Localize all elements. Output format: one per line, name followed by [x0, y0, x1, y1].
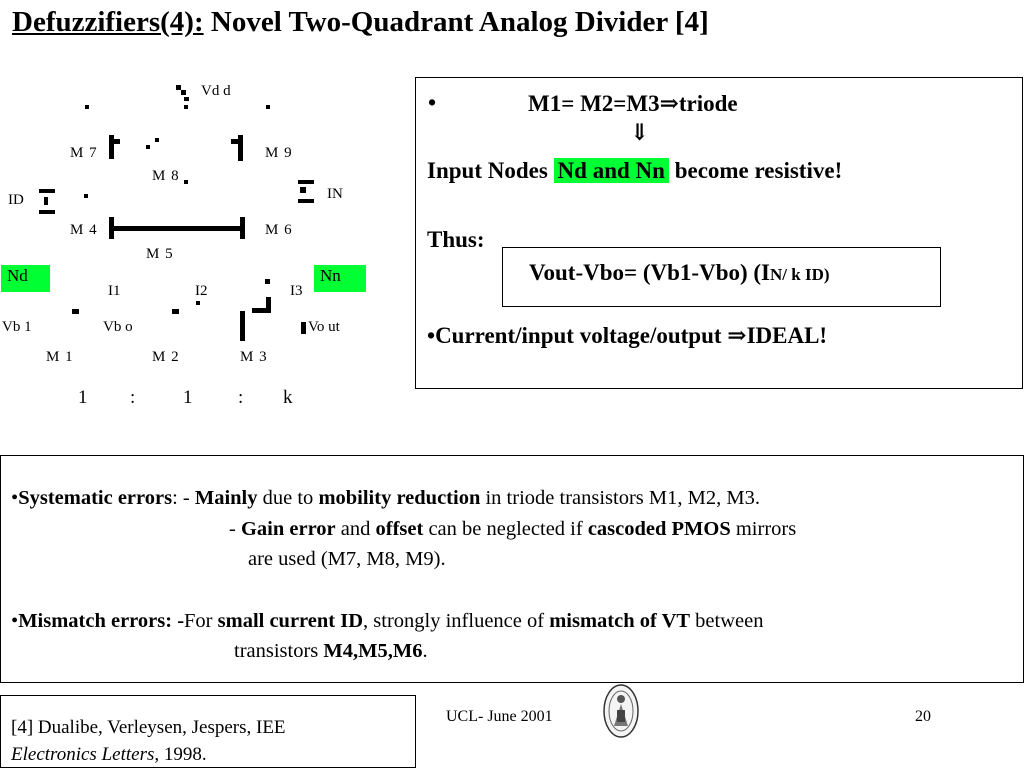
label-m7: M 7 — [70, 145, 98, 161]
label-vout: Vo ut — [308, 319, 340, 335]
circuit-mark — [266, 297, 271, 313]
footer-institution: UCL- June 2001 — [446, 708, 553, 725]
circuit-mark — [184, 105, 188, 109]
arrow-right-icon: ⇒ — [727, 323, 747, 348]
in-source-mark — [298, 180, 314, 184]
label-i2: I2 — [195, 283, 208, 299]
node-nd: Nd — [1, 265, 50, 292]
label-vdd: Vd d — [201, 83, 231, 99]
label-vb1: Vb 1 — [2, 319, 32, 335]
circuit-mark — [196, 301, 200, 305]
circuit-mark — [84, 194, 88, 198]
label-in: IN — [327, 186, 343, 202]
label-m8: M 8 — [152, 168, 180, 184]
id-source-mark — [39, 189, 55, 193]
reference-line2: Electronics Letters, 1998. — [11, 744, 207, 765]
circuit-diagram — [0, 75, 400, 415]
gain-error-line: - Gain error and offset can be neglected if cascoded PMOS mirrors — [229, 518, 797, 540]
ratio-1a: 1 — [78, 387, 88, 408]
circuit-mark — [301, 322, 306, 334]
circuit-mark — [85, 105, 89, 109]
title-rest: Novel Two-Quadrant Analog Divider [4] — [203, 6, 709, 38]
circuit-mark — [231, 139, 238, 144]
systematic-errors-line: •Systematic errors: - Mainly due to mobility reduction in triode transistors M1, M2, M3. — [11, 487, 760, 509]
title-prefix: Defuzzifiers(4): — [12, 6, 204, 38]
reference-line1: [4] Dualibe, Verleysen, Jespers, IEE — [11, 717, 286, 738]
node-nn: Nn — [314, 265, 366, 292]
thus-label: Thus: — [427, 227, 485, 252]
id-source-mark — [39, 210, 55, 214]
circuit-mark — [146, 145, 150, 149]
circuit-mark — [184, 97, 189, 101]
input-nodes-line: Input Nodes Nd and Nn become resistive! — [427, 158, 843, 183]
bullet1-text: M1= M2=M3⇒triode — [528, 91, 738, 116]
label-m3: M 3 — [240, 349, 268, 365]
m1-gate — [72, 309, 79, 314]
label-i1: I1 — [108, 283, 121, 299]
id-source-mark — [44, 197, 48, 205]
m4-m6-gate-line — [114, 226, 240, 231]
in-source-mark — [298, 199, 314, 203]
m9-gate — [238, 135, 243, 161]
ratio-colon-a: : — [130, 387, 136, 408]
circuit-mark — [155, 138, 159, 142]
input-nodes-highlight: Nd and Nn — [554, 158, 669, 183]
label-m6: M 6 — [265, 222, 293, 238]
page-number: 20 — [915, 708, 931, 725]
transistors-line: transistors M4,M5,M6. — [234, 640, 428, 662]
ratio-1b: 1 — [183, 387, 193, 408]
cascode-line: are used (M7, M8, M9). — [248, 548, 446, 570]
arrow-right-icon: ⇒ — [659, 91, 679, 116]
label-m4: M 4 — [70, 222, 98, 238]
slide-title — [12, 6, 709, 39]
triode-summary-box — [415, 77, 1023, 389]
label-i3: I3 — [290, 283, 303, 299]
label-vbo: Vb o — [103, 319, 133, 335]
bullet-dot: • — [428, 90, 437, 115]
mismatch-errors-line: •Mismatch errors: -For small current ID, strongly influence of mismatch of VT between — [11, 610, 764, 632]
circuit-mark — [114, 139, 120, 144]
ucl-seal-icon — [600, 682, 642, 740]
reference-box — [0, 695, 416, 768]
circuit-mark — [184, 180, 188, 184]
label-m1: M 1 — [46, 349, 74, 365]
circuit-mark — [181, 90, 186, 95]
ratio-colon-b: : — [238, 387, 244, 408]
errors-box — [0, 455, 1024, 683]
label-id: ID — [8, 192, 24, 208]
label-m9: M 9 — [265, 145, 293, 161]
m3-gate — [240, 311, 245, 341]
equation-box — [502, 247, 941, 307]
m6-gate — [240, 217, 245, 239]
label-m2: M 2 — [152, 349, 180, 365]
in-source-mark — [300, 187, 306, 193]
m2-gate — [172, 309, 179, 314]
circuit-mark — [265, 279, 270, 284]
equation: Vout-Vbo= (Vb1-Vbo) (IN/ k ID) — [529, 260, 830, 285]
arrow-down-icon: ⇓ — [630, 120, 650, 145]
label-m5: M 5 — [146, 246, 174, 262]
circuit-mark — [266, 105, 270, 109]
ratio-k: k — [283, 387, 293, 408]
bullet2-text: •Current/input voltage/output ⇒IDEAL! — [427, 323, 828, 348]
